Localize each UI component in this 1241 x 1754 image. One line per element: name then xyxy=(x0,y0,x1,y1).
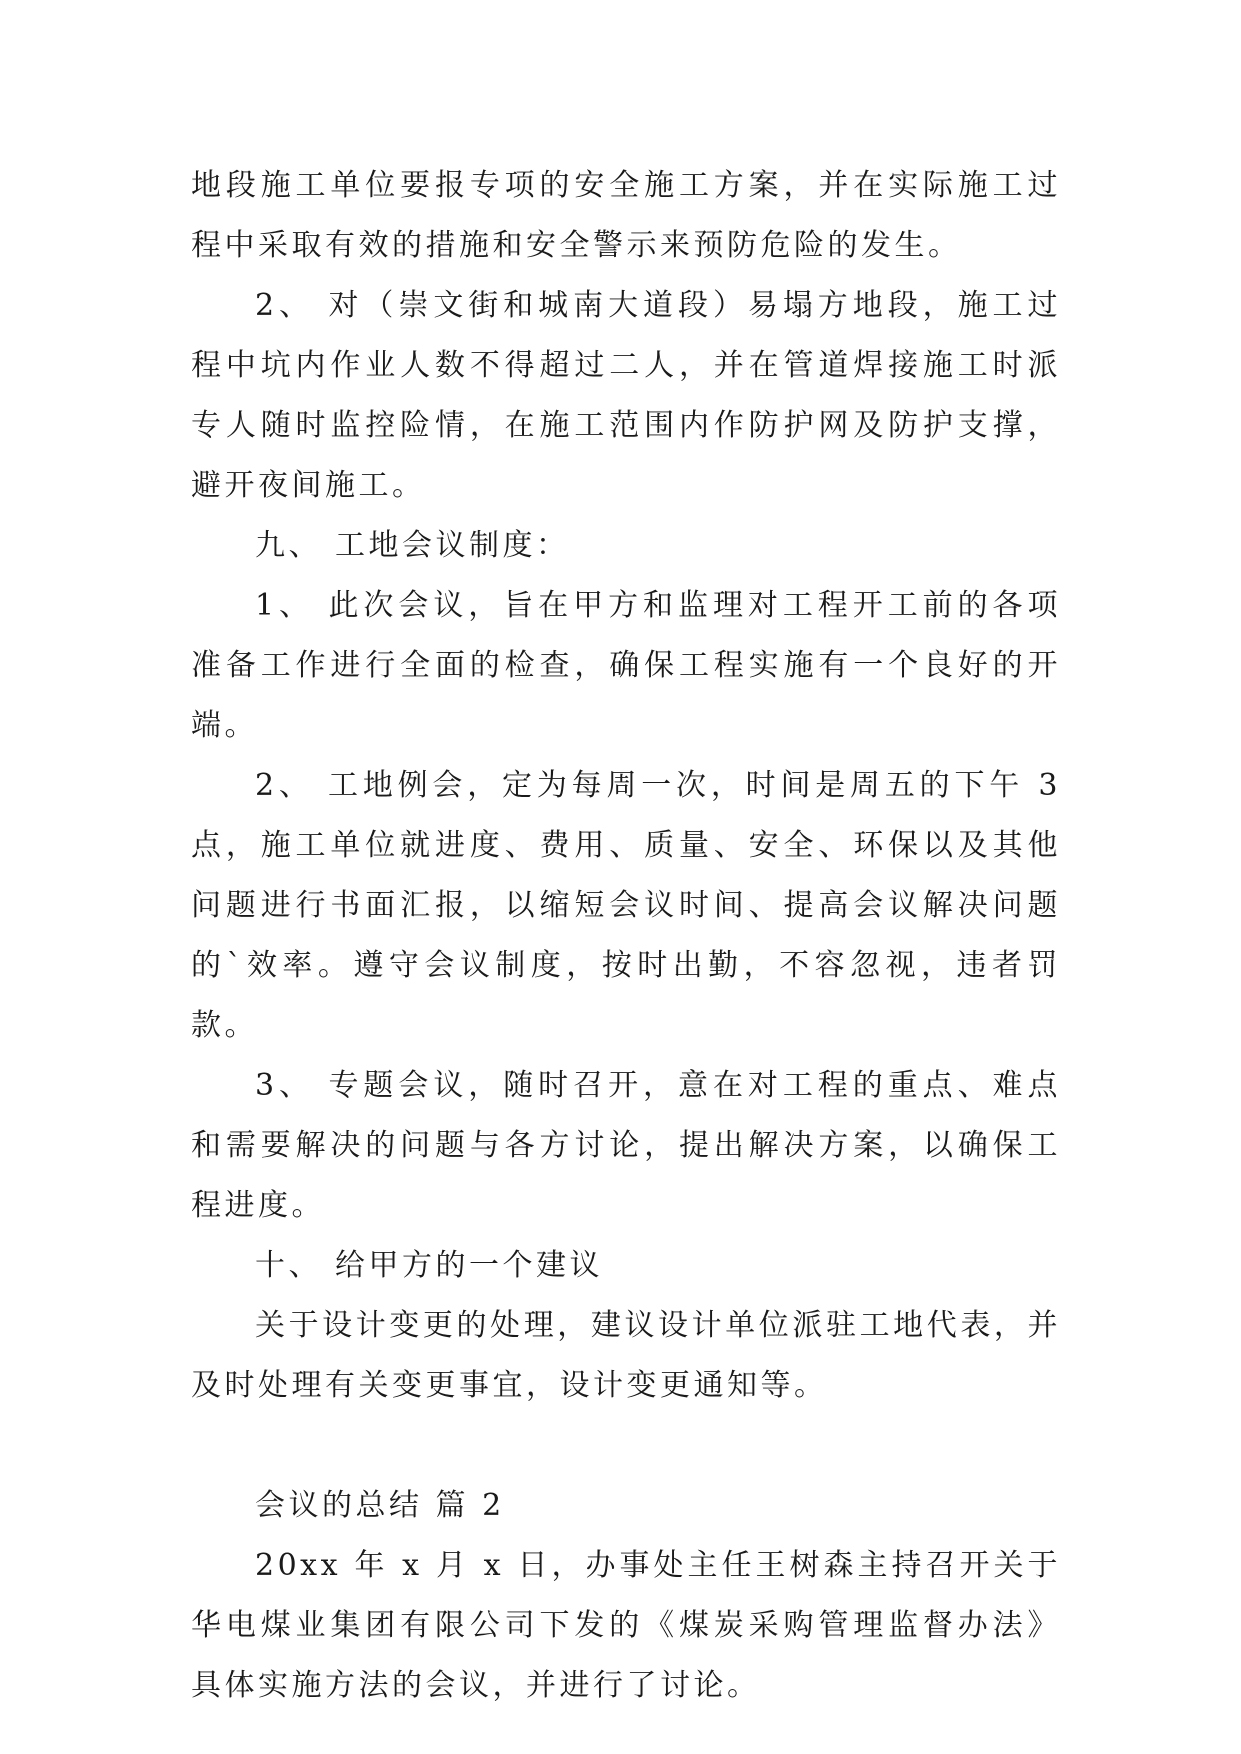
heading-ten: 十、 给甲方的一个建议 xyxy=(255,1248,604,1283)
section-spacer xyxy=(191,1416,1061,1476)
section-2-title: 会议的总结 篇 2 xyxy=(255,1488,505,1523)
section-2-paragraph-1: 20xx 年 x 月 x 日，办事处主任王树森主持召开关于华电煤业集团有限公司下发的《煤炭采购管理监督办法》具体实施方法的会议，并进行了讨论。 xyxy=(191,1548,1061,1703)
paragraph-6: 3、 专题会议，随时召开，意在对工程的重点、难点和需要解决的问题与各方讨论，提出解决方案，以确保工程进度。 xyxy=(191,1068,1061,1223)
paragraph-5: 2、 工地例会，定为每周一次，时间是周五的下午 3 点，施工单位就进度、费用、质量、安全、环保以及其他问题进行书面汇报，以缩短会议时间、提高会议解决问题的`效率。遵守会议制度，按时出勤，不容忽视，违者罚款。 xyxy=(191,768,1061,1043)
paragraph-8: 关于设计变更的处理，建议设计单位派驻工地代表，并及时处理有关变更事宜，设计变更通知等。 xyxy=(191,1308,1061,1403)
paragraph-4: 1、 此次会议，旨在甲方和监理对工程开工前的各项准备工作进行全面的检查，确保工程实施有一个良好的开端。 xyxy=(191,588,1061,743)
heading-nine: 九、 工地会议制度： xyxy=(255,528,570,563)
paragraph-2: 2、 对（崇文街和城南大道段）易塌方地段，施工过程中坑内作业人数不得超过二人，并在管道焊接施工时派专人随时监控险情，在施工范围内作防护网及防护支撑，避开夜间施工。 xyxy=(191,288,1061,503)
paragraph-1: 地段施工单位要报专项的安全施工方案，并在实际施工过程中采取有效的措施和安全警示来预防危险的发生。 xyxy=(191,168,1061,263)
document-body xyxy=(191,156,1061,1716)
